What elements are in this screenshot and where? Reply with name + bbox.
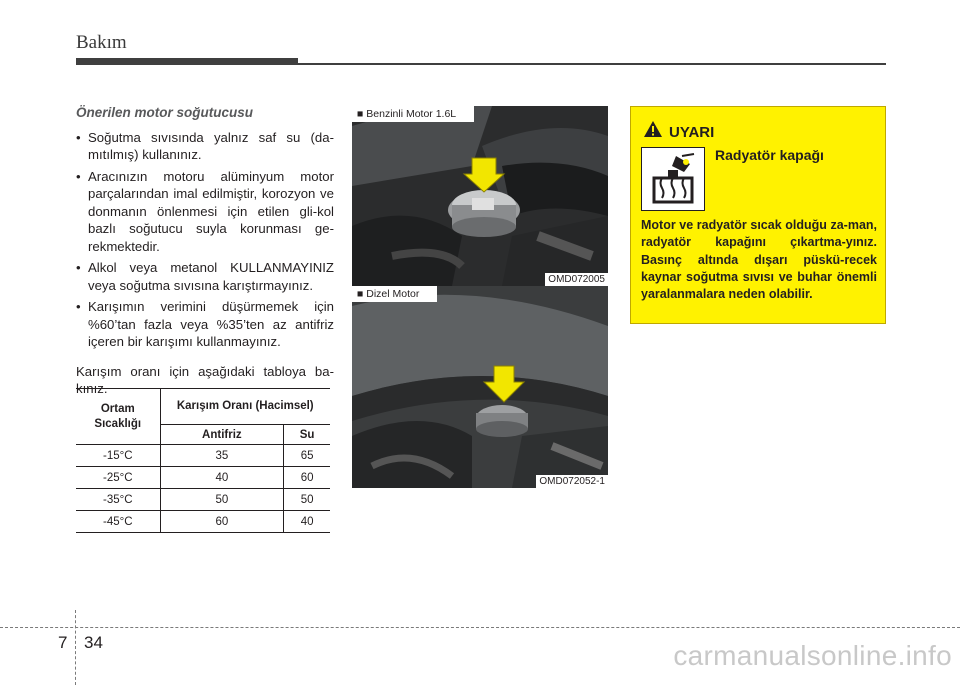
cell-temp: -35°C [76, 489, 160, 511]
header-bar-thin [298, 63, 886, 65]
photo-code: OMD072005 [545, 273, 608, 286]
header-mix: Karışım Oranı (Hacimsel) [160, 389, 330, 425]
cell-temp: -15°C [76, 445, 160, 467]
mixture-table [76, 388, 330, 533]
table-intro: Karışım oranı için aşağıdaki tabloya ba-kınız. [76, 363, 334, 396]
header-antifreeze: Antifriz [160, 425, 284, 445]
engine-photo-illustration [352, 106, 608, 286]
header-ambient: Ortam Sıcaklığı [76, 389, 160, 445]
bullet-item: • Karışımın verimini düşürmemek için %60’tan fazla veya %35’ten az antifriz içeren bir karışımı kullanmayınız. [76, 298, 334, 351]
cell-water: 60 [284, 467, 330, 489]
bullet-item: • Soğutma sıvısında yalnız saf su (da-mıtılmış) kullanınız. [76, 129, 334, 164]
radiator-cap-icon [641, 147, 705, 211]
cell-temp: -25°C [76, 467, 160, 489]
text-column [76, 104, 334, 398]
photo-diesel-engine [352, 286, 608, 488]
header-bar-thick [76, 58, 298, 65]
watermark: carmanualsonline.info [673, 640, 952, 671]
subheading: Önerilen motor soğutucusu [76, 105, 254, 120]
cell-antifreeze: 60 [160, 511, 284, 533]
table-row [76, 445, 330, 467]
warning-triangle-icon [643, 120, 663, 138]
table-row [76, 511, 330, 533]
bullet-item: • Alkol veya metanol KULLANMAYINIZ veya soğutma sıvısına karıştırmayınız. [76, 259, 334, 294]
table-row [76, 467, 330, 489]
warning-box [630, 106, 886, 324]
cell-antifreeze: 35 [160, 445, 284, 467]
warning-text: Motor ve radyatör sıcak olduğu za-man, radyatör kapağını çıkartma-yınız. Basınç altında dışarı püskü-recek kaynar soğutma sıvısı ve buhar önemli yaralanmalara neden olabilir. [641, 218, 877, 302]
photo-label: ■ Benzinli Motor 1.6L [352, 106, 474, 122]
warning-title: UYARI [669, 124, 715, 141]
cell-temp: -45°C [76, 511, 160, 533]
section-title: Bakım [76, 32, 127, 53]
cell-antifreeze: 40 [160, 467, 284, 489]
table-row [76, 489, 330, 511]
warning-subtitle: Radyatör kapağı [715, 147, 824, 163]
bullet-list [76, 129, 334, 351]
footer-vertical-divider [75, 610, 76, 685]
cell-water: 50 [284, 489, 330, 511]
cell-water: 65 [284, 445, 330, 467]
photo-code: OMD072052-1 [536, 475, 608, 488]
photo-gasoline-engine [352, 106, 608, 286]
cell-antifreeze: 50 [160, 489, 284, 511]
cell-water: 40 [284, 511, 330, 533]
footer-divider [0, 627, 960, 628]
photo-label: ■ Dizel Motor [352, 286, 437, 302]
page-number: 34 [84, 633, 103, 652]
chapter-number: 7 [58, 633, 68, 652]
header-water: Su [284, 425, 330, 445]
engine-photo-illustration [352, 286, 608, 488]
bullet-item: • Aracınızın motoru alüminyum motor parçalarından imal edilmiştir, korozyon ve donmanın önlenmesi için etilen gli-kol bazlı soğutucu suyla korunması ge-rekmektedir. [76, 168, 334, 256]
